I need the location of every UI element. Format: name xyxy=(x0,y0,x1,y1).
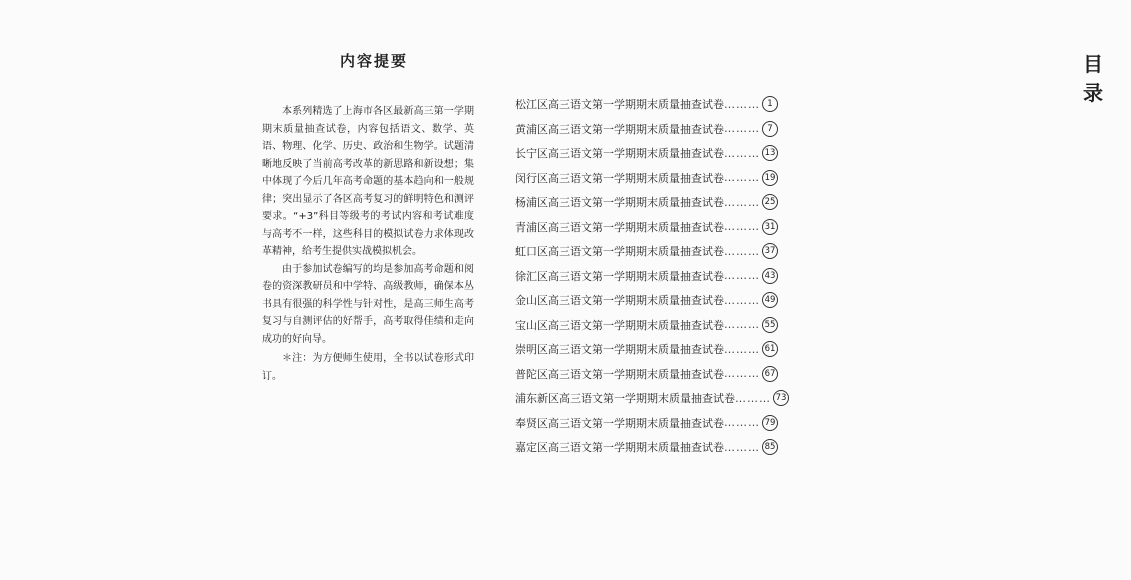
toc-item-title: 虹口区高三语文第一学期期末质量抽查试卷 xyxy=(515,245,724,259)
toc-item[interactable] xyxy=(515,288,776,313)
toc-leader-dots: ……… xyxy=(724,342,760,356)
summary-body xyxy=(262,103,474,385)
toc-page-number: 19 xyxy=(762,170,778,186)
toc-page-number: 55 xyxy=(762,317,778,333)
toc-item-title: 浦东新区高三语文第一学期期末质量抽查试卷 xyxy=(515,392,735,406)
toc-leader-dots: ……… xyxy=(724,171,760,185)
toc-item[interactable] xyxy=(515,362,776,387)
toc-page-number: 7 xyxy=(762,121,778,137)
toc-item-title: 嘉定区高三语文第一学期期末质量抽查试卷 xyxy=(515,441,724,455)
toc-leader-dots: ……… xyxy=(724,220,760,234)
toc-leader-dots: ……… xyxy=(724,440,760,454)
toc-leader-dots: ……… xyxy=(724,195,760,209)
toc-item[interactable] xyxy=(515,411,776,436)
toc-title: 目录 xyxy=(1083,52,1131,105)
toc-page-number: 43 xyxy=(762,268,778,284)
toc-item-title: 崇明区高三语文第一学期期末质量抽查试卷 xyxy=(515,343,724,357)
toc-item-title: 松江区高三语文第一学期期末质量抽查试卷 xyxy=(515,98,724,112)
toc-leader-dots: ……… xyxy=(724,293,760,307)
toc-item-title: 闵行区高三语文第一学期期末质量抽查试卷 xyxy=(515,171,724,185)
toc-item[interactable] xyxy=(515,117,773,142)
toc-item[interactable] xyxy=(515,239,776,264)
toc-page-number: 85 xyxy=(762,439,778,455)
toc-item-title: 青浦区高三语文第一学期期末质量抽查试卷 xyxy=(515,220,724,234)
toc-page-number: 1 xyxy=(762,96,778,112)
summary-note: ＊注：为方便师生使用，全书以试卷形式印订。 xyxy=(262,353,474,382)
toc-item-title: 徐汇区高三语文第一学期期末质量抽查试卷 xyxy=(515,269,724,283)
toc-leader-dots: ……… xyxy=(724,122,760,136)
summary-paragraph-1: 本系列精选了上海市各区最新高三第一学期期末质量抽查试卷，内容包括语文、数学、英语、物理、化学、历史、政治和生物学。试题清晰地反映了当前高考改革的新思路和新设想；集中体现了今后几年高考命题的基本趋向和一般规律；突出显示了各区高考复习的鲜明特色和测评要求。“+3”科目等级考的考试内容和考试难度与高考不一样，这些科目的模拟试卷力求体现改革精神，给考生提供实战模拟机会。 xyxy=(262,106,474,257)
toc-page-number: 79 xyxy=(762,415,778,431)
toc-item[interactable] xyxy=(515,264,776,289)
toc-leader-dots: ……… xyxy=(724,146,760,160)
toc-item-title: 长宁区高三语文第一学期期末质量抽查试卷 xyxy=(515,147,724,161)
toc-item-title: 杨浦区高三语文第一学期期末质量抽查试卷 xyxy=(515,196,724,210)
toc-item[interactable] xyxy=(515,337,776,362)
summary-title: 内容提要 xyxy=(340,52,409,70)
toc-item[interactable] xyxy=(515,92,773,117)
summary-paragraph-2: 由于参加试卷编写的均是参加高考命题和阅卷的资深教研员和中学特、高级教师，确保本丛书具有很强的科学性与针对性，是高三师生高考复习与自测评估的好帮手，高考取得佳绩和走向成功的好向导。 xyxy=(262,263,474,345)
toc-leader-dots: ……… xyxy=(724,97,760,111)
toc-page-number: 13 xyxy=(762,145,778,161)
toc-item-title: 金山区高三语文第一学期期末质量抽查试卷 xyxy=(515,294,724,308)
toc-item[interactable] xyxy=(515,166,776,191)
toc-leader-dots: ……… xyxy=(724,416,760,430)
toc-page-number: 37 xyxy=(762,243,778,259)
toc-page-number: 61 xyxy=(762,341,778,357)
toc-item[interactable] xyxy=(515,435,776,460)
toc-leader-dots: ……… xyxy=(724,318,760,332)
toc-page-number: 25 xyxy=(762,194,778,210)
toc-item-title: 黄浦区高三语文第一学期期末质量抽查试卷 xyxy=(515,122,724,136)
toc-leader-dots: ……… xyxy=(735,391,771,405)
left-page xyxy=(0,0,480,580)
toc-item[interactable] xyxy=(515,141,776,166)
toc-item-title: 普陀区高三语文第一学期期末质量抽查试卷 xyxy=(515,367,724,381)
toc-item[interactable] xyxy=(515,313,776,338)
toc-page-number: 73 xyxy=(773,390,789,406)
toc-leader-dots: ……… xyxy=(724,269,760,283)
toc-item[interactable] xyxy=(515,190,776,215)
toc-page-number: 31 xyxy=(762,219,778,235)
toc-item[interactable] xyxy=(515,386,787,411)
toc-item[interactable] xyxy=(515,215,776,240)
toc-leader-dots: ……… xyxy=(724,367,760,381)
toc-page-number: 67 xyxy=(762,366,778,382)
toc-leader-dots: ……… xyxy=(724,244,760,258)
toc-item-title: 宝山区高三语文第一学期期末质量抽查试卷 xyxy=(515,318,724,332)
toc-item-title: 奉贤区高三语文第一学期期末质量抽查试卷 xyxy=(515,416,724,430)
toc-list xyxy=(515,92,787,460)
toc-page-number: 49 xyxy=(762,292,778,308)
